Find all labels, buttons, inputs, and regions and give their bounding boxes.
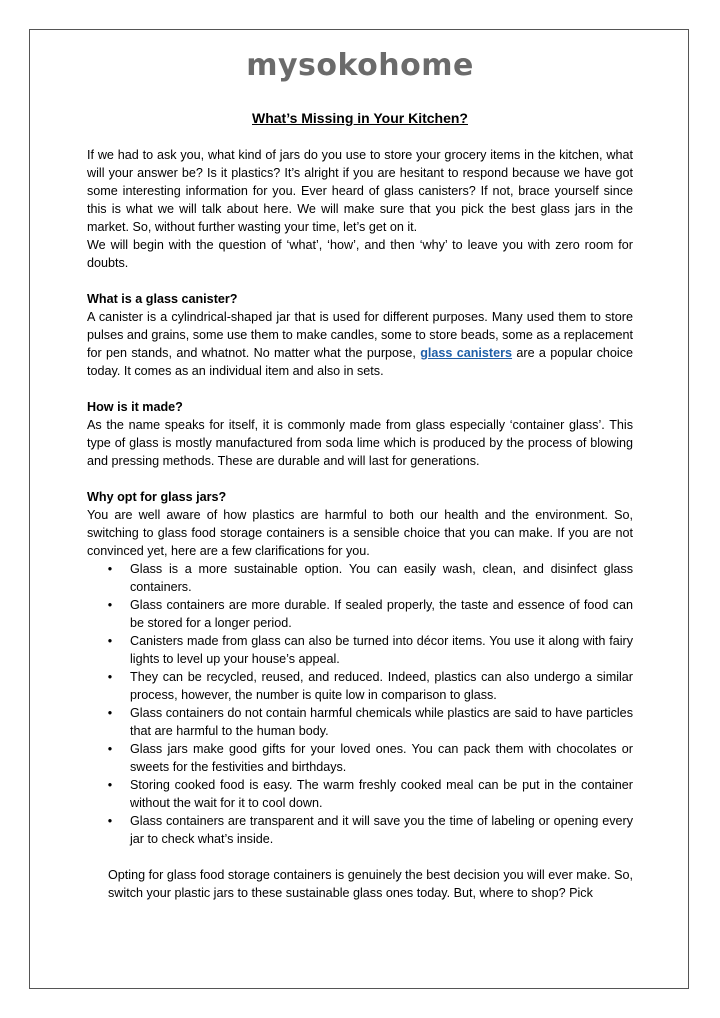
section-heading: How is it made? [87,400,183,414]
article-body [87,146,633,902]
bullet-icon: • [107,814,113,828]
benefits-list [87,560,633,848]
section-heading: Why opt for glass jars? [87,490,227,504]
list-item [87,668,633,704]
spacer [87,470,633,488]
list-item-text: Glass jars make good gifts for your loved ones. You can pack them with chocolates or sweets for the festivities and birthdays. [130,742,633,774]
text-span: A canister is a cylindrical-shaped jar that is used for different purposes. Many used them to store pulses and grains, some use them to make candles, some to store beads, some as a replacement for pen stands, and whatnot. No matter what the purpose, [87,310,634,360]
bullet-icon: • [107,562,113,576]
list-item-text: Glass containers are more durable. If sealed properly, the taste and essence of food can be stored for a longer period. [130,598,633,630]
text-span: are a popular choice today. It comes as an individual item and also in sets. [87,346,634,378]
list-item [87,740,633,776]
bullet-icon: • [107,670,113,684]
page-title: What’s Missing in Your Kitchen? [252,110,468,126]
list-item-text: Storing cooked food is easy. The warm freshly cooked meal can be put in the container without the wait for it to cool down. [130,778,633,810]
list-item [87,812,633,848]
bullet-icon: • [107,778,113,792]
list-item [87,596,633,632]
bullet-icon: • [107,634,113,648]
glass-canisters-link[interactable]: glass canisters [420,346,513,360]
spacer [87,272,633,290]
section-paragraph: As the name speaks for itself, it is commonly made from glass especially ‘container glass’. This type of glass is mostly manufactured from soda lime which is produced by the process of blowing and pressing methods. These are durable and will last for generations. [87,418,633,468]
list-item-text: Glass is a more sustainable option. You can easily wash, clean, and disinfect glass containers. [130,562,633,594]
bullet-icon: • [107,742,113,756]
intro-paragraph: If we had to ask you, what kind of jars do you use to store your grocery items in the kitchen, what will your answer be? Is it plastics? It’s alright if you are hesitant to respond because we have got some interesting information for you. Ever heard of glass canisters? If not, brace yourself since this is what we will talk about here. We will make sure that you pick the best glass jars in the market. So, without further wasting your time, let’s get on it. [87,148,633,234]
list-item-text: Glass containers are transparent and it will save you the time of labeling or opening every jar to check what’s inside. [130,814,633,846]
bullet-icon: • [107,598,113,612]
section-paragraph: You are well aware of how plastics are harmful to both our health and the environment. So, switching to glass food storage containers is a sensible choice that you can make. If you are not convinced yet, here are a few clarifications for you. [87,508,633,558]
list-item [87,776,633,812]
list-item [87,632,633,668]
section-paragraph [87,308,633,380]
spacer [87,848,633,866]
list-item-text: They can be recycled, reused, and reduced. Indeed, plastics can also undergo a similar process, however, the number is quite low in comparison to glass. [130,670,633,702]
list-item-text: Canisters made from glass can also be turned into décor items. You use it along with fairy lights to level up your house’s appeal. [130,634,633,666]
bullet-icon: • [107,706,113,720]
list-item [87,560,633,596]
spacer [87,380,633,398]
list-item-text: Glass containers do not contain harmful chemicals while plastics are said to have particles that are harmful to the human body. [130,706,633,738]
section-heading: What is a glass canister? [87,292,238,306]
intro-paragraph: We will begin with the question of ‘what’, ‘how’, and then ‘why’ to leave you with zero room for doubts. [87,238,633,270]
brand-logo: mysokohome [246,48,474,83]
closing-paragraph: Opting for glass food storage containers is genuinely the best decision you will ever make. So, switch your plastic jars to these sustainable glass ones today. But, where to shop? Pick [108,868,633,900]
list-item [87,704,633,740]
